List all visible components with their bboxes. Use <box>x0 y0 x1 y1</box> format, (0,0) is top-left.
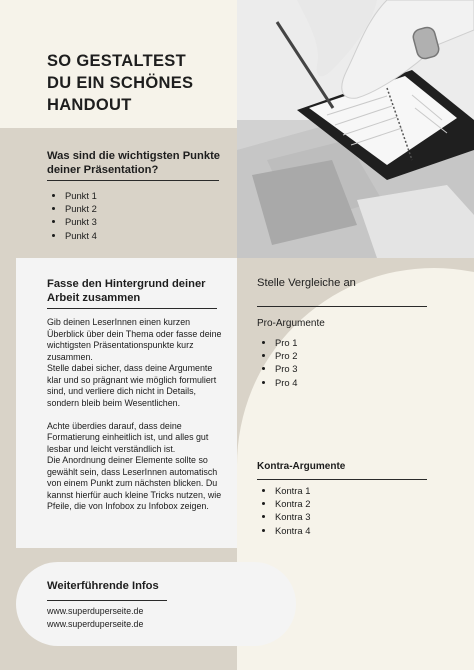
pro-heading: Pro-Argumente <box>257 318 325 329</box>
key-points-section <box>47 149 222 242</box>
contra-list <box>257 484 310 537</box>
body-paragraph: Gib deinen LeserInnen einen kurzen Überblick über dein Thema oder fasse deine wichtigsten Präsentationspunkte kurz zusammen. <box>47 317 222 362</box>
further-info-box <box>16 562 296 646</box>
divider <box>47 180 219 181</box>
compare-heading: Stelle Vergleiche an <box>257 277 356 289</box>
list-item: • Pro 1 <box>275 336 297 349</box>
list-item: • Pro 2 <box>275 349 297 362</box>
list-item: • Kontra 1 <box>275 484 310 497</box>
list-item: • Punkt 1 <box>65 189 222 202</box>
contra-heading: Kontra-Argumente <box>257 461 346 472</box>
key-points-list <box>47 189 222 242</box>
list-item: • Pro 3 <box>275 362 297 375</box>
body-paragraph: Stelle dabei sicher, dass deine Argumente klar und so prägnant wie möglich formuliert sind, und verliere dich nicht in Details, sondern bleib beim Wesentlichen. <box>47 363 217 408</box>
divider <box>257 306 427 307</box>
photo-hand-writing-in-notebook-icon <box>237 0 474 258</box>
website-link[interactable]: www.superduperseite.de <box>47 606 144 616</box>
list-item: • Kontra 2 <box>275 497 310 510</box>
list-item: • Punkt 4 <box>65 229 222 242</box>
title-line: SO GESTALTEST <box>47 52 186 70</box>
background-heading: Fasse den Hintergrund deiner Arbeit zusammen <box>47 278 206 304</box>
pro-list <box>257 336 297 389</box>
key-points-heading: Was sind die wichtigsten Punkte deiner Präsentation? <box>47 150 221 176</box>
list-item: • Pro 4 <box>275 376 297 389</box>
body-paragraph: Die Anordnung deiner Elemente sollte so gewählt sein, dass LeserInnen automatisch von einem Punkt zum nächsten blicken. Du kannst hierfür auch kleine Tricks nutzen, wie Pfeile, die von Infobox zu Infobox zeigen. <box>47 455 222 511</box>
page-title <box>47 50 227 116</box>
list-item: • Punkt 2 <box>65 202 222 215</box>
divider <box>257 479 427 480</box>
title-line: DU EIN SCHÖNES <box>47 74 194 92</box>
background-summary-card <box>16 258 237 548</box>
list-item: • Kontra 4 <box>275 524 310 537</box>
divider <box>47 308 217 309</box>
list-item: • Punkt 3 <box>65 215 222 228</box>
list-item: • Kontra 3 <box>275 510 310 523</box>
title-line: HANDOUT <box>47 96 132 114</box>
website-link[interactable]: www.superduperseite.de <box>47 619 144 629</box>
body-paragraph: Achte überdies darauf, dass deine Formatierung einheitlich ist, und alles gut lesbar und leicht verständlich ist. <box>47 420 209 454</box>
notebook-photo <box>237 0 474 258</box>
background-body <box>47 317 229 513</box>
divider <box>47 600 167 601</box>
further-info-heading: Weiterführende Infos <box>47 580 159 592</box>
